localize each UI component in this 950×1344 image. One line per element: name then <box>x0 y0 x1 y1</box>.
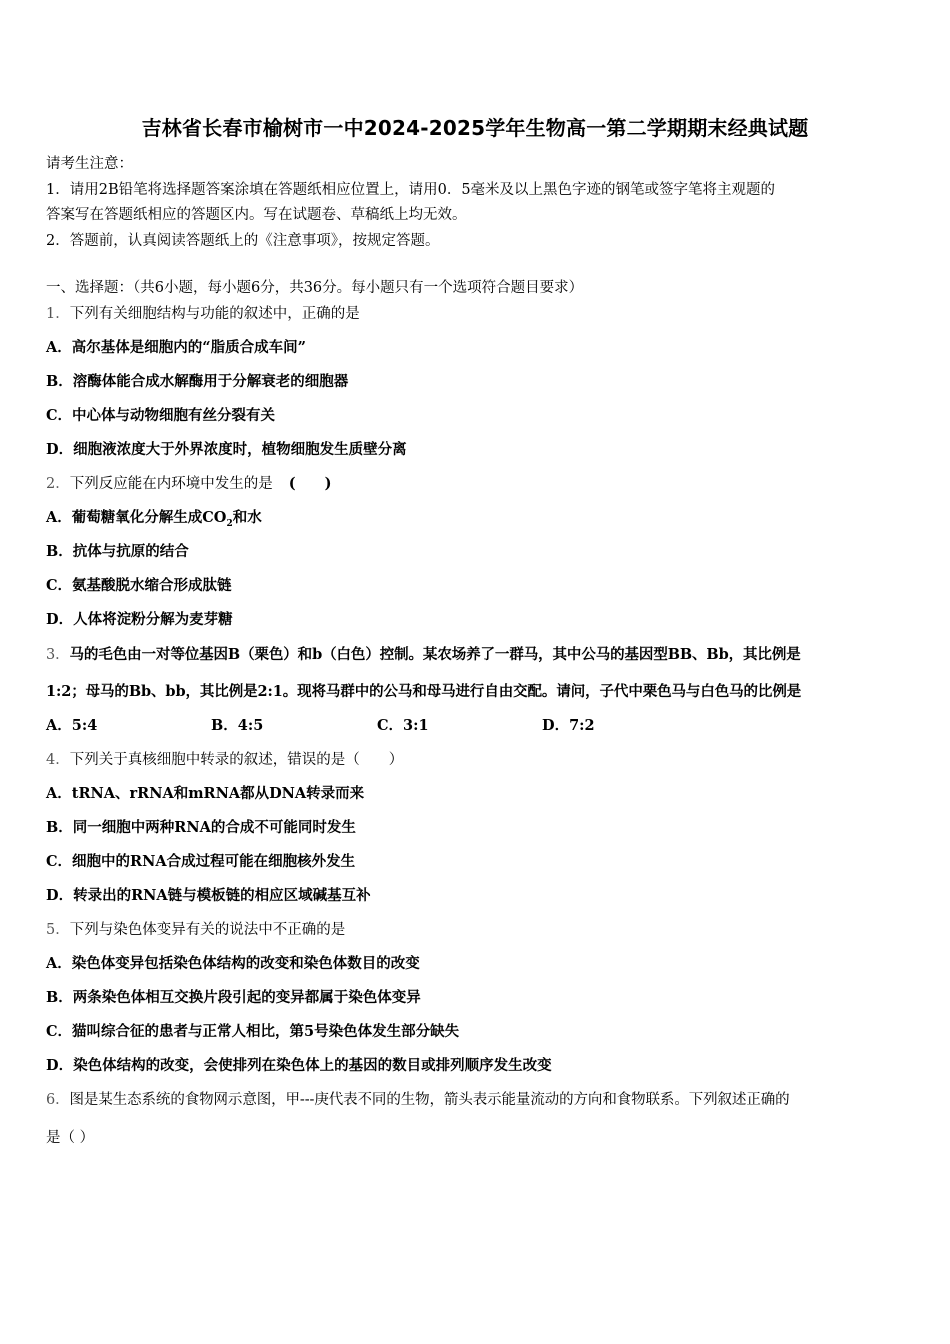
option-label: D． <box>46 1057 74 1074</box>
option-label: A． <box>46 509 72 526</box>
option-text: 高尔基体是细胞内的“脂质合成车间” <box>71 339 306 356</box>
q4-option-c <box>46 850 908 871</box>
option-label: C． <box>46 853 73 870</box>
q1-option-c <box>46 404 908 425</box>
option-text: 两条染色体相互交换片段引起的变异都属于染色体变异 <box>72 989 421 1006</box>
q2-option-a <box>46 506 908 529</box>
q5-option-b <box>46 986 908 1007</box>
question-number: 2． <box>46 476 70 492</box>
question-text: 下列关于真核细胞中转录的叙述，错误的是（ ） <box>69 752 404 768</box>
option-text: tRNA、rRNA和mRNA都从DNA转录而来 <box>71 785 365 802</box>
q4-option-a <box>46 782 908 803</box>
notice-item-1-line-1: 1．请用2B铅笔将选择题答案涂填在答题纸相应位置上，请用0．5毫米及以上黑色字迹的钢笔或签字笔将主观题的 <box>46 181 776 198</box>
option-text-pre: 葡萄糖氧化分解生成CO <box>71 509 227 526</box>
q1-option-a <box>46 336 908 357</box>
q2-option-b <box>46 540 908 561</box>
option-text: 溶酶体能合成水解酶用于分解衰老的细胞器 <box>72 373 349 390</box>
option-text: 细胞液浓度大于外界浓度时，植物细胞发生质壁分离 <box>73 441 407 458</box>
q4-option-b <box>46 816 908 837</box>
answer-paren: ( ) <box>288 475 332 492</box>
option-label: C． <box>46 1023 73 1040</box>
option-text: 转录出的RNA链与模板链的相应区域碱基互补 <box>73 887 371 904</box>
q3-option-c: C．3:1 <box>377 717 429 734</box>
question-6-stem-line-1 <box>46 1088 908 1109</box>
notice-item-1-line-2: 答案写在答题纸相应的答题区内。写在试题卷、草稿纸上均无效。 <box>46 207 467 223</box>
option-label: A． <box>46 785 72 802</box>
question-3-stem-line-2: 1:2；母马的Bb、bb，其比例是2:1。现将马群中的公马和母马进行自由交配。请问，子代中栗色马与白色马的比例是 <box>46 683 802 700</box>
question-4-stem <box>46 748 908 769</box>
option-text: 染色体变异包括染色体结构的改变和染色体数目的改变 <box>71 955 420 972</box>
notice-block <box>46 152 906 254</box>
q3-option-a: A．5:4 <box>46 717 98 734</box>
option-text: 猫叫综合征的患者与正常人相比，第5号染色体发生部分缺失 <box>72 1023 460 1040</box>
q2-option-d <box>46 608 908 629</box>
question-number: 3． <box>46 647 70 663</box>
option-label: A． <box>46 339 72 356</box>
question-3-stem-line-1 <box>46 643 908 664</box>
question-text: 下列有关细胞结构与功能的叙述中，正确的是 <box>69 306 360 322</box>
q3-option-d: D．7:2 <box>542 717 595 734</box>
question-5-stem <box>46 918 908 939</box>
subscript-2: 2 <box>226 518 233 529</box>
question-number: 1． <box>46 306 70 322</box>
q1-option-b <box>46 370 908 391</box>
option-text: 人体将淀粉分解为麦芽糖 <box>73 611 233 628</box>
question-number: 6． <box>46 1092 70 1108</box>
option-text: 细胞中的RNA合成过程可能在细胞核外发生 <box>72 853 356 870</box>
q4-option-d <box>46 884 908 905</box>
question-number: 4． <box>46 752 70 768</box>
q5-option-c <box>46 1020 908 1041</box>
option-label: B． <box>46 819 73 836</box>
q3-option-b: B．4:5 <box>211 717 264 734</box>
option-text-post: 和水 <box>232 509 262 526</box>
question-number: 5． <box>46 922 70 938</box>
question-text: 马的毛色由一对等位基因B（栗色）和b（白色）控制。某农场养了一群马，其中公马的基因型BB、Bb，其比例是 <box>69 646 801 663</box>
notice-item-2: 2．答题前，认真阅读答题纸上的《注意事项》，按规定答题。 <box>46 232 440 249</box>
option-label: D． <box>46 887 74 904</box>
option-text: 染色体结构的改变，会使排列在染色体上的基因的数目或排列顺序发生改变 <box>73 1057 552 1074</box>
option-label: B． <box>46 989 73 1006</box>
q1-option-d <box>46 438 908 459</box>
question-1-stem <box>46 302 908 323</box>
option-label: A． <box>46 955 72 972</box>
notice-heading: 请考生注意： <box>46 156 133 172</box>
q5-option-d <box>46 1054 908 1075</box>
q2-option-c <box>46 574 908 595</box>
option-label: C． <box>46 407 73 424</box>
option-label: C． <box>46 577 73 594</box>
option-label: D． <box>46 441 74 458</box>
q5-option-a <box>46 952 908 973</box>
option-label: B． <box>46 543 73 560</box>
question-6-stem-line-2: 是（ ） <box>46 1130 95 1146</box>
exam-title: 吉林省长春市榆树市一中2024-2025学年生物高一第二学期期末经典试题 <box>141 116 809 140</box>
question-2-stem <box>46 472 908 493</box>
option-label: D． <box>46 611 74 628</box>
option-text: 中心体与动物细胞有丝分裂有关 <box>72 407 276 424</box>
option-text: 氨基酸脱水缩合形成肽链 <box>72 577 232 594</box>
question-text: 图是某生态系统的食物网示意图，甲---庚代表不同的生物，箭头表示能量流动的方向和食物联系。下列叙述正确的 <box>69 1092 790 1108</box>
option-label: B． <box>46 373 73 390</box>
question-text: 下列与染色体变异有关的说法中不正确的是 <box>69 922 346 938</box>
question-text: 下列反应能在内环境中发生的是 <box>69 476 273 492</box>
option-text: 抗体与抗原的结合 <box>72 543 189 560</box>
option-text: 同一细胞中两种RNA的合成不可能同时发生 <box>72 819 356 836</box>
section-header: 一、选择题：（共6小题，每小题6分，共36分。每小题只有一个选项符合题目要求） <box>46 280 584 296</box>
